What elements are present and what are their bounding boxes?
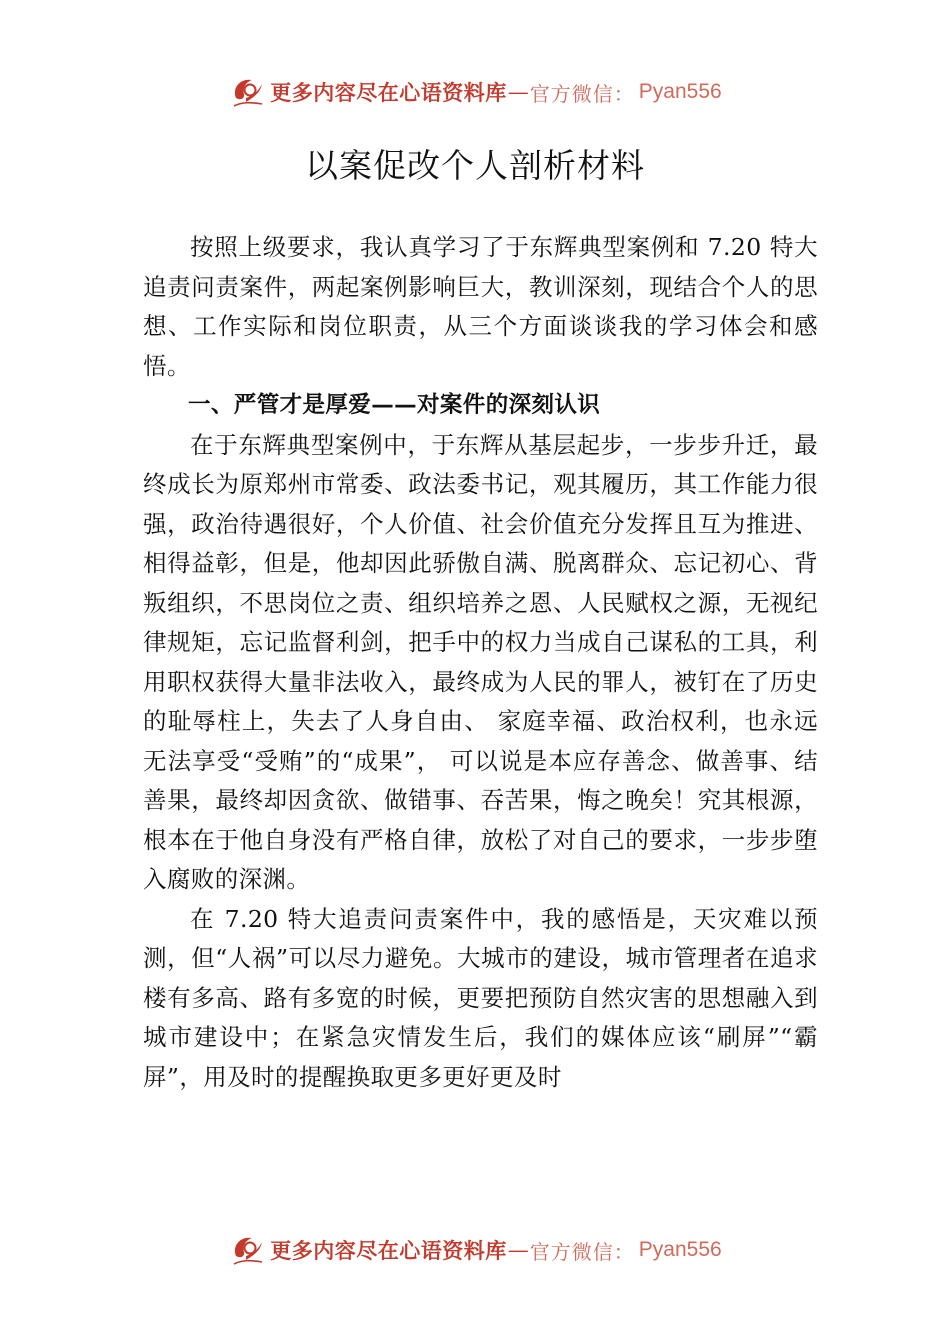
- intro-paragraph: 按照上级要求，我认真学习了于东辉典型案例和 7.20 特大追责问责案件，两起案例影响巨大，教训深刻，现结合个人的思想、工作实际和岗位职责，从三个方面谈谈我的学习体会和感悟。: [143, 233, 818, 380]
- case-paragraph-2: 在 7.20 特大追责问责案件中，我的感悟是，天灾难以预测，但“人祸”可以尽力避免。大城市的建设，城市管理者在追求楼有多高、路有多宽的时候，更要把预防自然灾害的思想融入到城市建设中；在紧急灾情发生后，我们的媒体应该“刷屏”“霸屏”，用及时的提醒换取更多更好更及时: [143, 904, 818, 1091]
- banner-dash: —: [507, 1238, 529, 1262]
- banner-text: 更多内容尽在心语资料库: [270, 1238, 507, 1263]
- footer-banner: [0, 1228, 950, 1272]
- banner-wechat-label: 官方微信：: [529, 81, 635, 106]
- header-banner: [0, 70, 950, 114]
- banner-text: 更多内容尽在心语资料库: [270, 80, 507, 105]
- banner-wechat-label: 官方微信：: [529, 1239, 635, 1264]
- banner-wechat-id: Pyan556: [638, 1238, 722, 1261]
- document-title: 以案促改个人剖析材料: [305, 146, 645, 185]
- document-body: [143, 228, 818, 1097]
- section-heading-1: 一、严管才是厚爱——对案件的深刻认识: [188, 392, 601, 418]
- case-paragraph-1: 在于东辉典型案例中，于东辉从基层起步，一步步升迁，最终成长为原郑州市常委、政法委书记，观其履历，其工作能力很强，政治待遇很好，个人价值、社会价值充分发挥且互为推进、相得益彰，但是，他却因此骄傲自满、脱离群众、忘记初心、背叛组织，不思岗位之责、组织培养之恩、人民赋权之源，无视纪律规矩，忘记监督利剑，把手中的权力当成自己谋私的工具，利用职权获得大量非法收入，最终成为人民的罪人，被钉在了历史的耻辱柱上，失去了人身自由、 家庭幸福、政治权利，也永远无法享受“受贿”的“成果”， 可以说是本应存善念、做善事、结善果，最终却因贪欲、做错事、吞苦果，悔之晚矣！究其根源，根本在于他自身没有严格自律，放松了对自己的要求，一步步堕入腐败的深渊。: [143, 430, 818, 893]
- banner-dash: —: [507, 80, 529, 104]
- leaf-logo-icon: [228, 1230, 268, 1270]
- banner-wechat-id: Pyan556: [638, 80, 722, 103]
- leaf-logo-icon: [228, 72, 268, 112]
